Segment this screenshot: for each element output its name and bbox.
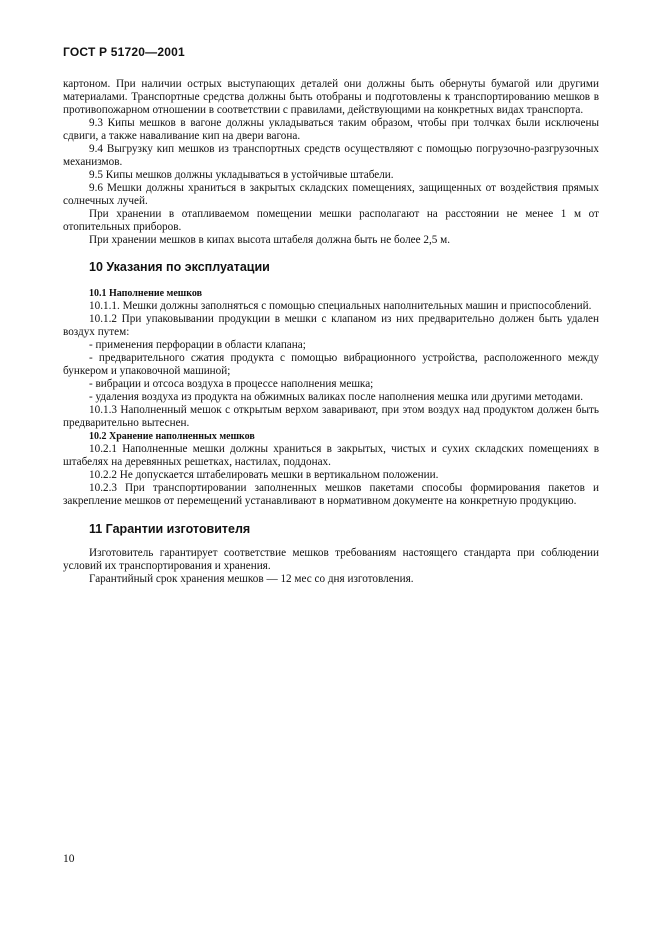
- list-item: - предварительного сжатия продукта с помощью вибрационного устройства, расположенного между бункером и упаковочной машиной;: [63, 352, 599, 377]
- paragraph: картоном. При наличии острых выступающих деталей они должны быть обернуты бумагой или другими материалами. Транспортные средства должны быть отобраны и подготовлены к транспортированию мешков в противопожарном отношении в соответствии с правилами, действующими на конкретных видах транспорта.: [63, 78, 599, 116]
- clause-10-2-1: 10.2.1 Наполненные мешки должны храниться в закрытых, чистых и сухих складских помещениях в штабелях на деревянных решетках, настилах, поддонах.: [63, 443, 599, 468]
- page-number: 10: [63, 853, 75, 865]
- clause-10-1-3: 10.1.3 Наполненный мешок с открытым верхом заваривают, при этом воздух над продуктом должен быть предварительно вытеснен.: [63, 404, 599, 429]
- paragraph: Гарантийный срок хранения мешков — 12 мес со дня изготовления.: [89, 573, 414, 585]
- list-item: - применения перфорации в области клапана;: [89, 339, 306, 351]
- clause-10-1-2: 10.1.2 При упаковывании продукции в мешки с клапаном из них предварительно должен быть удален воздух путем:: [63, 313, 599, 338]
- subsection-heading-10-2: 10.2 Хранение наполненных мешков: [89, 431, 255, 442]
- section-heading-10: 10 Указания по эксплуатации: [89, 260, 270, 274]
- document-header: ГОСТ Р 51720—2001: [63, 45, 185, 59]
- clause-10-2-2: 10.2.2 Не допускается штабелировать мешки в вертикальном положении.: [89, 469, 439, 481]
- paragraph: При хранении в отапливаемом помещении мешки располагают на расстоянии не менее 1 м от отопительных приборов.: [63, 208, 599, 233]
- paragraph: При хранении мешков в кипах высота штабеля должна быть не более 2,5 м.: [89, 234, 451, 246]
- subsection-heading-10-1: 10.1 Наполнение мешков: [89, 288, 203, 299]
- clause-9-3: 9.3 Кипы мешков в вагоне должны укладываться таким образом, чтобы при толчках были исключены сдвиги, а также наваливание кип на двери вагона.: [63, 117, 599, 142]
- clause-9-6: 9.6 Мешки должны храниться в закрытых складских помещениях, защищенных от воздействия прямых солнечных лучей.: [63, 182, 599, 207]
- clause-10-1-1: 10.1.1. Мешки должны заполняться с помощью специальных наполнительных машин и приспособлений.: [89, 300, 592, 312]
- list-item: - вибрации и отсоса воздуха в процессе наполнения мешка;: [89, 378, 374, 390]
- clause-10-2-3: 10.2.3 При транспортировании заполненных мешков пакетами способы формирования пакетов и закрепление мешков от перемещений устанавливают в нормативном документе на конкретную продукцию.: [63, 482, 599, 507]
- paragraph: Изготовитель гарантирует соответствие мешков требованиям настоящего стандарта при соблюдении условий их транспортирования и хранения.: [63, 547, 599, 572]
- list-item: - удаления воздуха из продукта на обжимных валиках после наполнения мешка или другими методами.: [89, 391, 584, 403]
- clause-9-5: 9.5 Кипы мешков должны укладываться в устойчивые штабели.: [89, 169, 394, 181]
- document-body: [63, 78, 599, 586]
- section-heading-11: 11 Гарантии изготовителя: [89, 522, 251, 536]
- clause-9-4: 9.4 Выгрузку кип мешков из транспортных средств осуществляют с помощью погрузочно-разгрузочных механизмов.: [63, 143, 599, 168]
